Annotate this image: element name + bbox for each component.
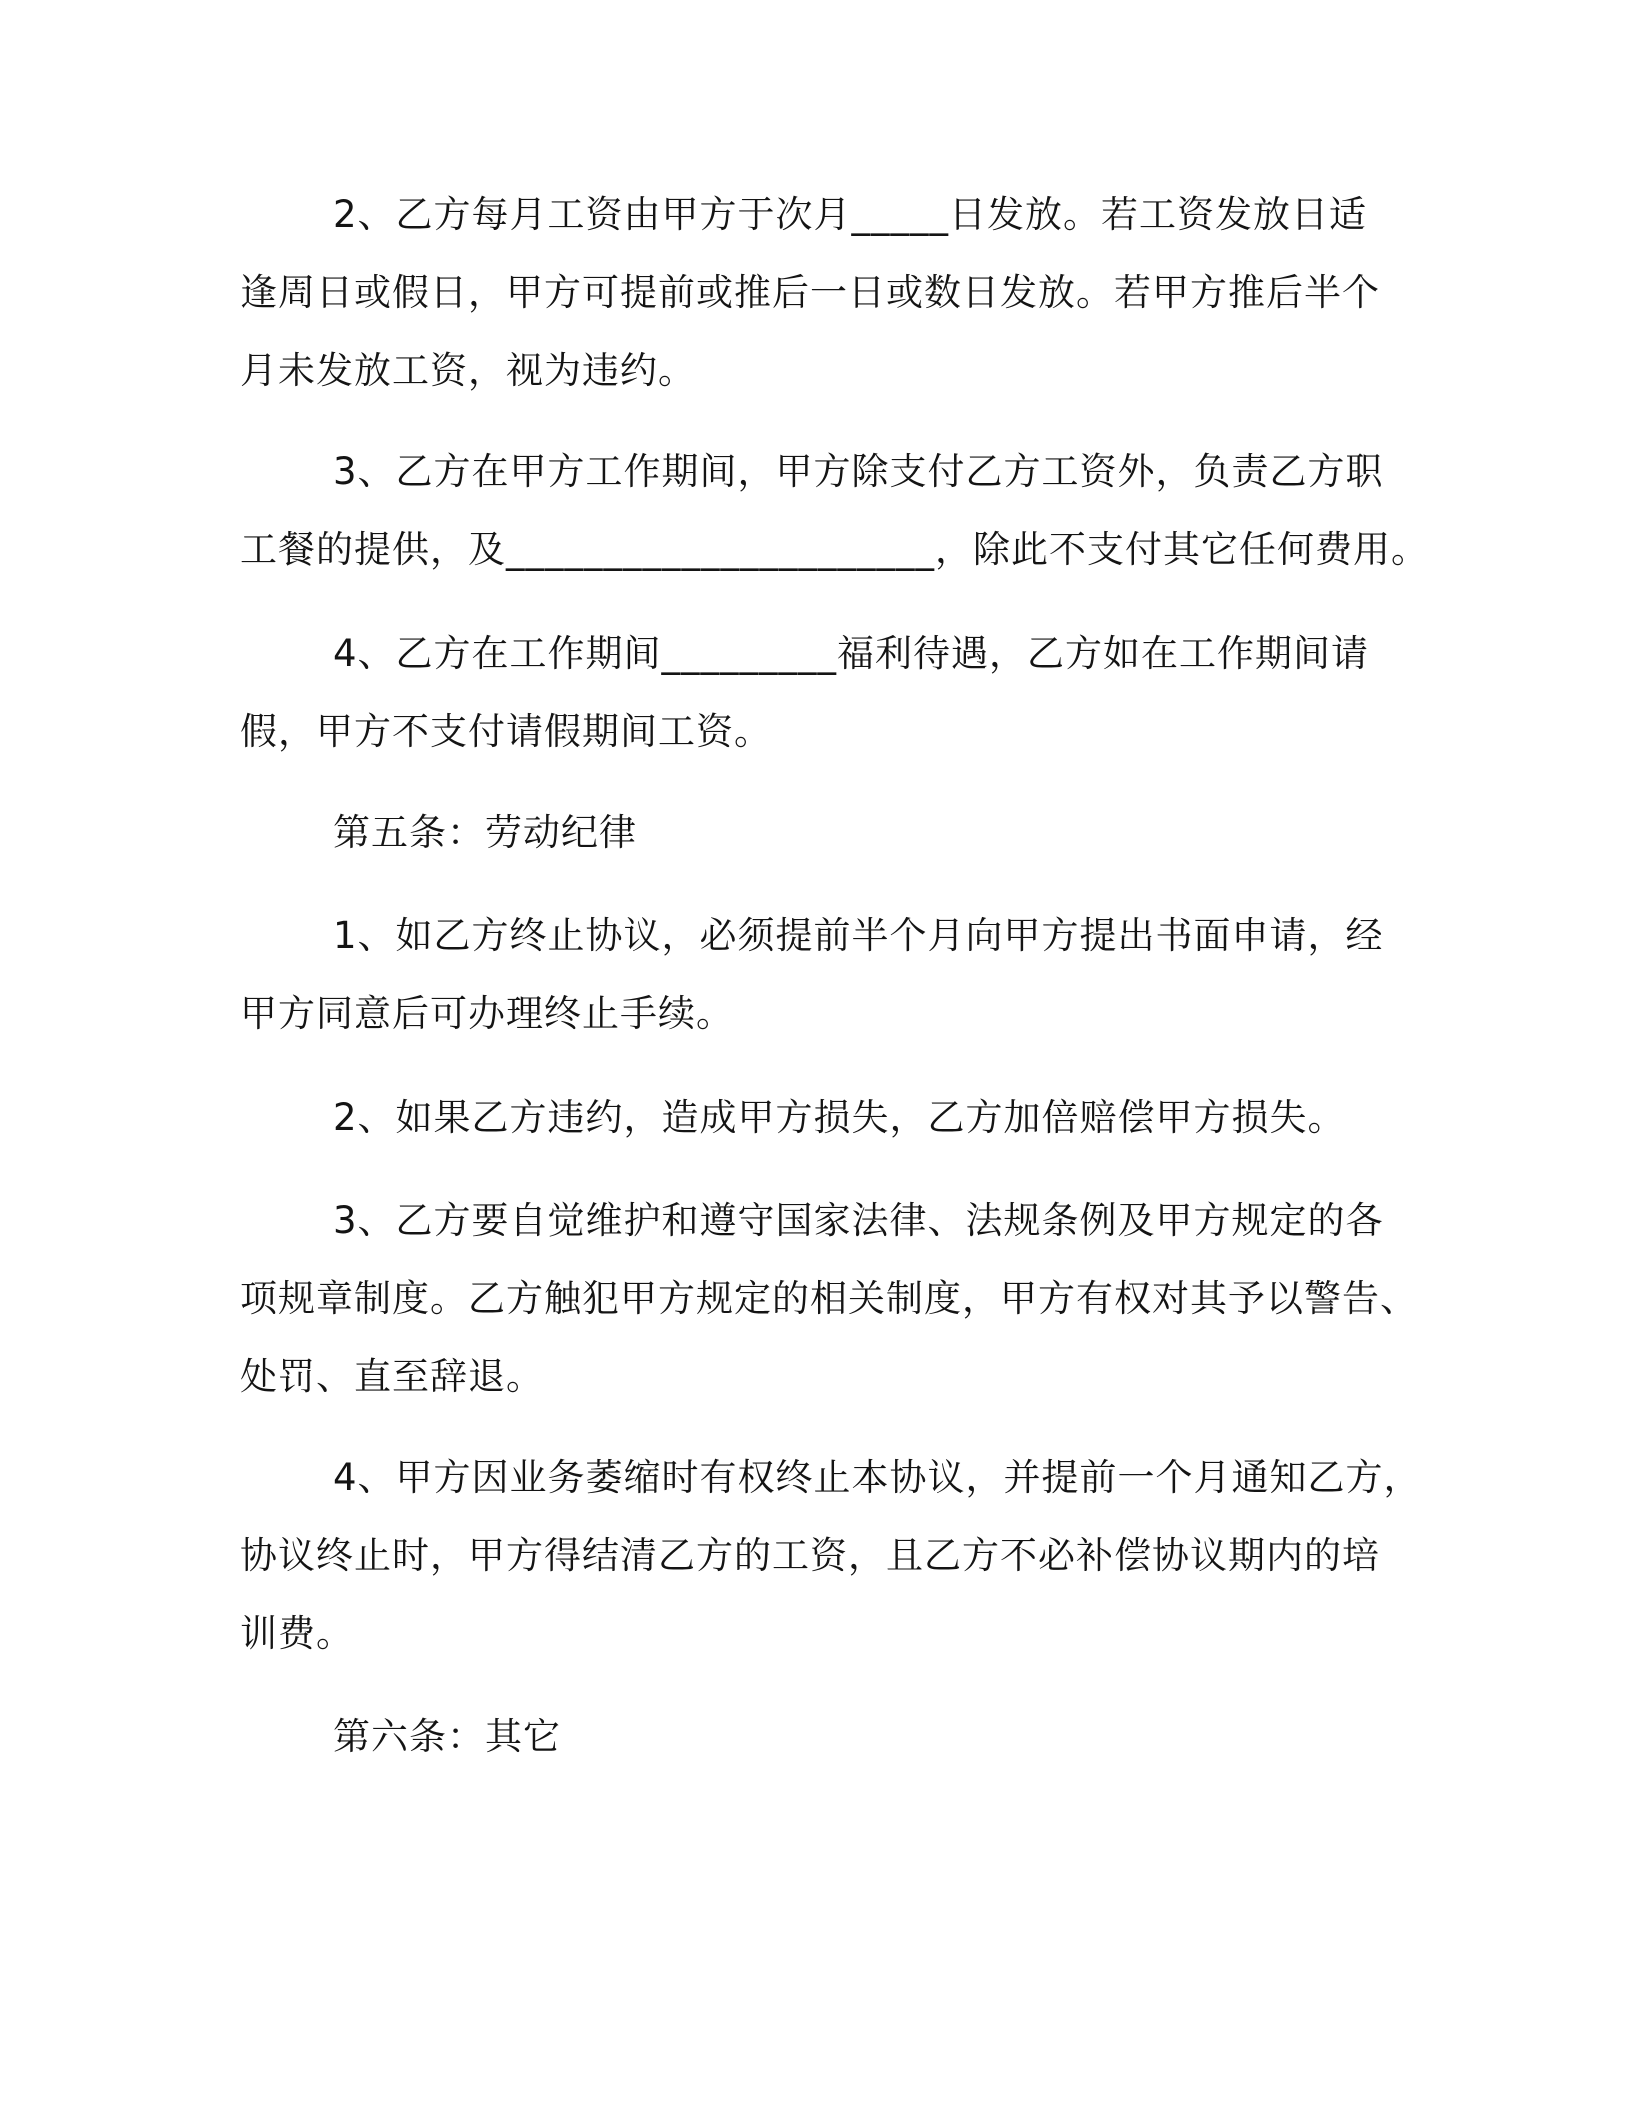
paragraph-line: 4、甲方因业务萎缩时有权终止本协议，并提前一个月通知乙方， <box>333 1456 1422 1499</box>
paragraph-line: 4、乙方在工作期间_________福利待遇，乙方如在工作期间请 <box>333 632 1370 675</box>
paragraph-line: 1、如乙方终止协议，必须提前半个月向甲方提出书面申请，经 <box>333 914 1384 957</box>
paragraph-line: 甲方同意后可办理终止手续。 <box>240 992 734 1035</box>
section-heading: 第六条：其它 <box>333 1715 561 1758</box>
paragraph-line: 假，甲方不支付请假期间工资。 <box>240 710 772 753</box>
paragraph-line: 协议终止时，甲方得结清乙方的工资，且乙方不必补偿协议期内的培 <box>240 1534 1380 1577</box>
paragraph-line: 月未发放工资，视为违约。 <box>240 349 696 392</box>
paragraph-line: 3、乙方在甲方工作期间，甲方除支付乙方工资外，负责乙方职 <box>333 450 1384 493</box>
paragraph-line: 处罚、直至辞退。 <box>240 1355 544 1398</box>
paragraph-line: 逢周日或假日，甲方可提前或推后一日或数日发放。若甲方推后半个 <box>240 271 1380 314</box>
paragraph-line: 3、乙方要自觉维护和遵守国家法律、法规条例及甲方规定的各 <box>333 1199 1384 1242</box>
paragraph-line: 2、乙方每月工资由甲方于次月_____日发放。若工资发放日适 <box>333 193 1368 236</box>
paragraph-line: 2、如果乙方违约，造成甲方损失，乙方加倍赔偿甲方损失。 <box>333 1096 1346 1139</box>
paragraph-line: 项规章制度。乙方触犯甲方规定的相关制度，甲方有权对其予以警告、 <box>240 1277 1418 1320</box>
paragraph-line: 训费。 <box>240 1612 354 1655</box>
section-heading: 第五条：劳动纪律 <box>333 811 637 854</box>
paragraph-line: 工餐的提供，及______________________，除此不支付其它任何费用。 <box>240 528 1429 571</box>
